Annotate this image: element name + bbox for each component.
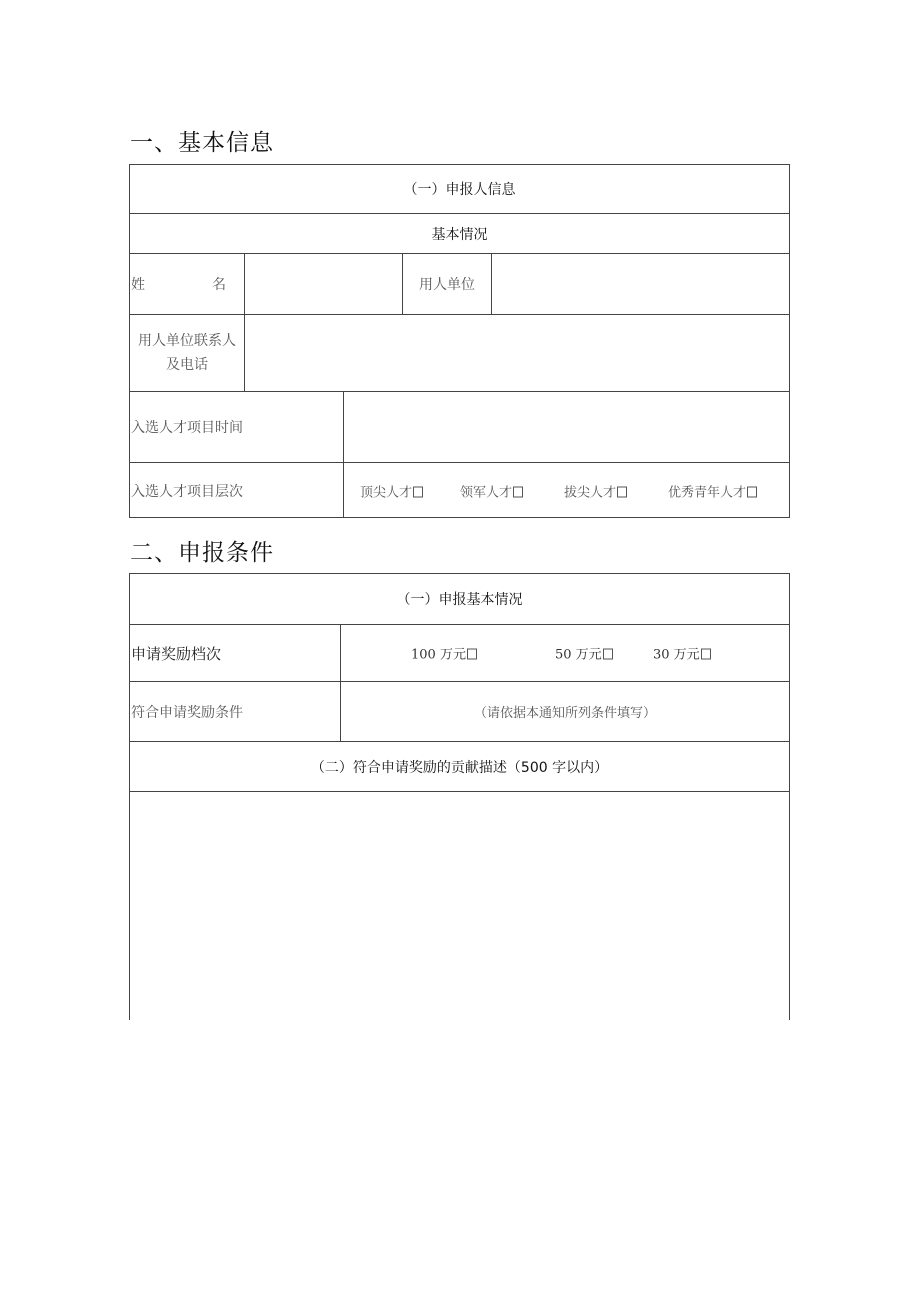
project-level-options [343, 463, 789, 518]
contact-input[interactable] [244, 315, 789, 391]
level-option-top-talent[interactable]: 顶尖人才 [360, 481, 423, 500]
level-option-outstanding-talent[interactable]: 拔尖人才 [564, 481, 627, 500]
contact-label [130, 315, 244, 391]
project-level-label: 入选人才项目层次 [131, 483, 243, 500]
reward-level-label: 申请奖励档次 [131, 644, 222, 663]
name-label [130, 254, 244, 314]
applicant-info-title: （一）申报人信息 [403, 182, 516, 198]
checkbox-icon[interactable] [701, 649, 711, 660]
name-employer-row [130, 253, 789, 314]
reward-level-options [340, 625, 789, 681]
reward-option-50[interactable]: 50 万元 [555, 644, 613, 663]
name-label-char1: 姓 [131, 277, 145, 293]
name-input[interactable] [244, 254, 402, 314]
basic-situation-title: 基本情况 [431, 226, 488, 243]
checkbox-icon[interactable] [513, 486, 523, 497]
subtitle-row [130, 213, 789, 253]
section-heading-basic-info: 一、基本信息 [130, 130, 274, 156]
checkbox-icon[interactable] [413, 486, 423, 497]
name-label-char2: 名 [212, 277, 226, 293]
employer-input[interactable] [491, 254, 789, 314]
checkbox-icon[interactable] [467, 649, 477, 660]
level-option-young-talent[interactable]: 优秀青年人才 [668, 481, 757, 500]
employer-label: 用人单位 [402, 254, 491, 314]
contribution-title-row [130, 741, 789, 791]
applicant-info-table [129, 164, 790, 518]
section-heading-conditions: 二、申报条件 [130, 540, 274, 566]
project-level-row [130, 462, 789, 518]
conditions-label: 符合申请奖励条件 [131, 704, 243, 721]
table-title-row [130, 574, 789, 624]
conditions-input[interactable]: （请依据本通知所列条件填写） [340, 682, 789, 741]
contact-label-line1: 用人单位联系人 [138, 333, 236, 349]
table-title-row [130, 165, 789, 213]
application-conditions-table [129, 573, 790, 1020]
level-option-leading-talent[interactable]: 领军人才 [460, 481, 523, 500]
project-time-input[interactable] [343, 392, 789, 462]
contact-row [130, 314, 789, 391]
contribution-textarea[interactable] [130, 791, 789, 1020]
project-time-label: 入选人才项目时间 [131, 420, 243, 436]
project-time-row [130, 391, 789, 462]
reward-level-row [130, 624, 789, 681]
checkbox-icon[interactable] [747, 486, 757, 497]
reward-option-30[interactable]: 30 万元 [653, 644, 711, 663]
application-basic-title: （一）申报基本情况 [396, 592, 523, 608]
checkbox-icon[interactable] [603, 649, 613, 660]
contribution-title: （二）符合申请奖励的贡献描述（500 字以内） [310, 759, 609, 776]
conditions-row [130, 681, 789, 741]
reward-option-100[interactable]: 100 万元 [411, 644, 477, 663]
contact-label-line2: 及电话 [166, 357, 208, 373]
checkbox-icon[interactable] [617, 486, 627, 497]
